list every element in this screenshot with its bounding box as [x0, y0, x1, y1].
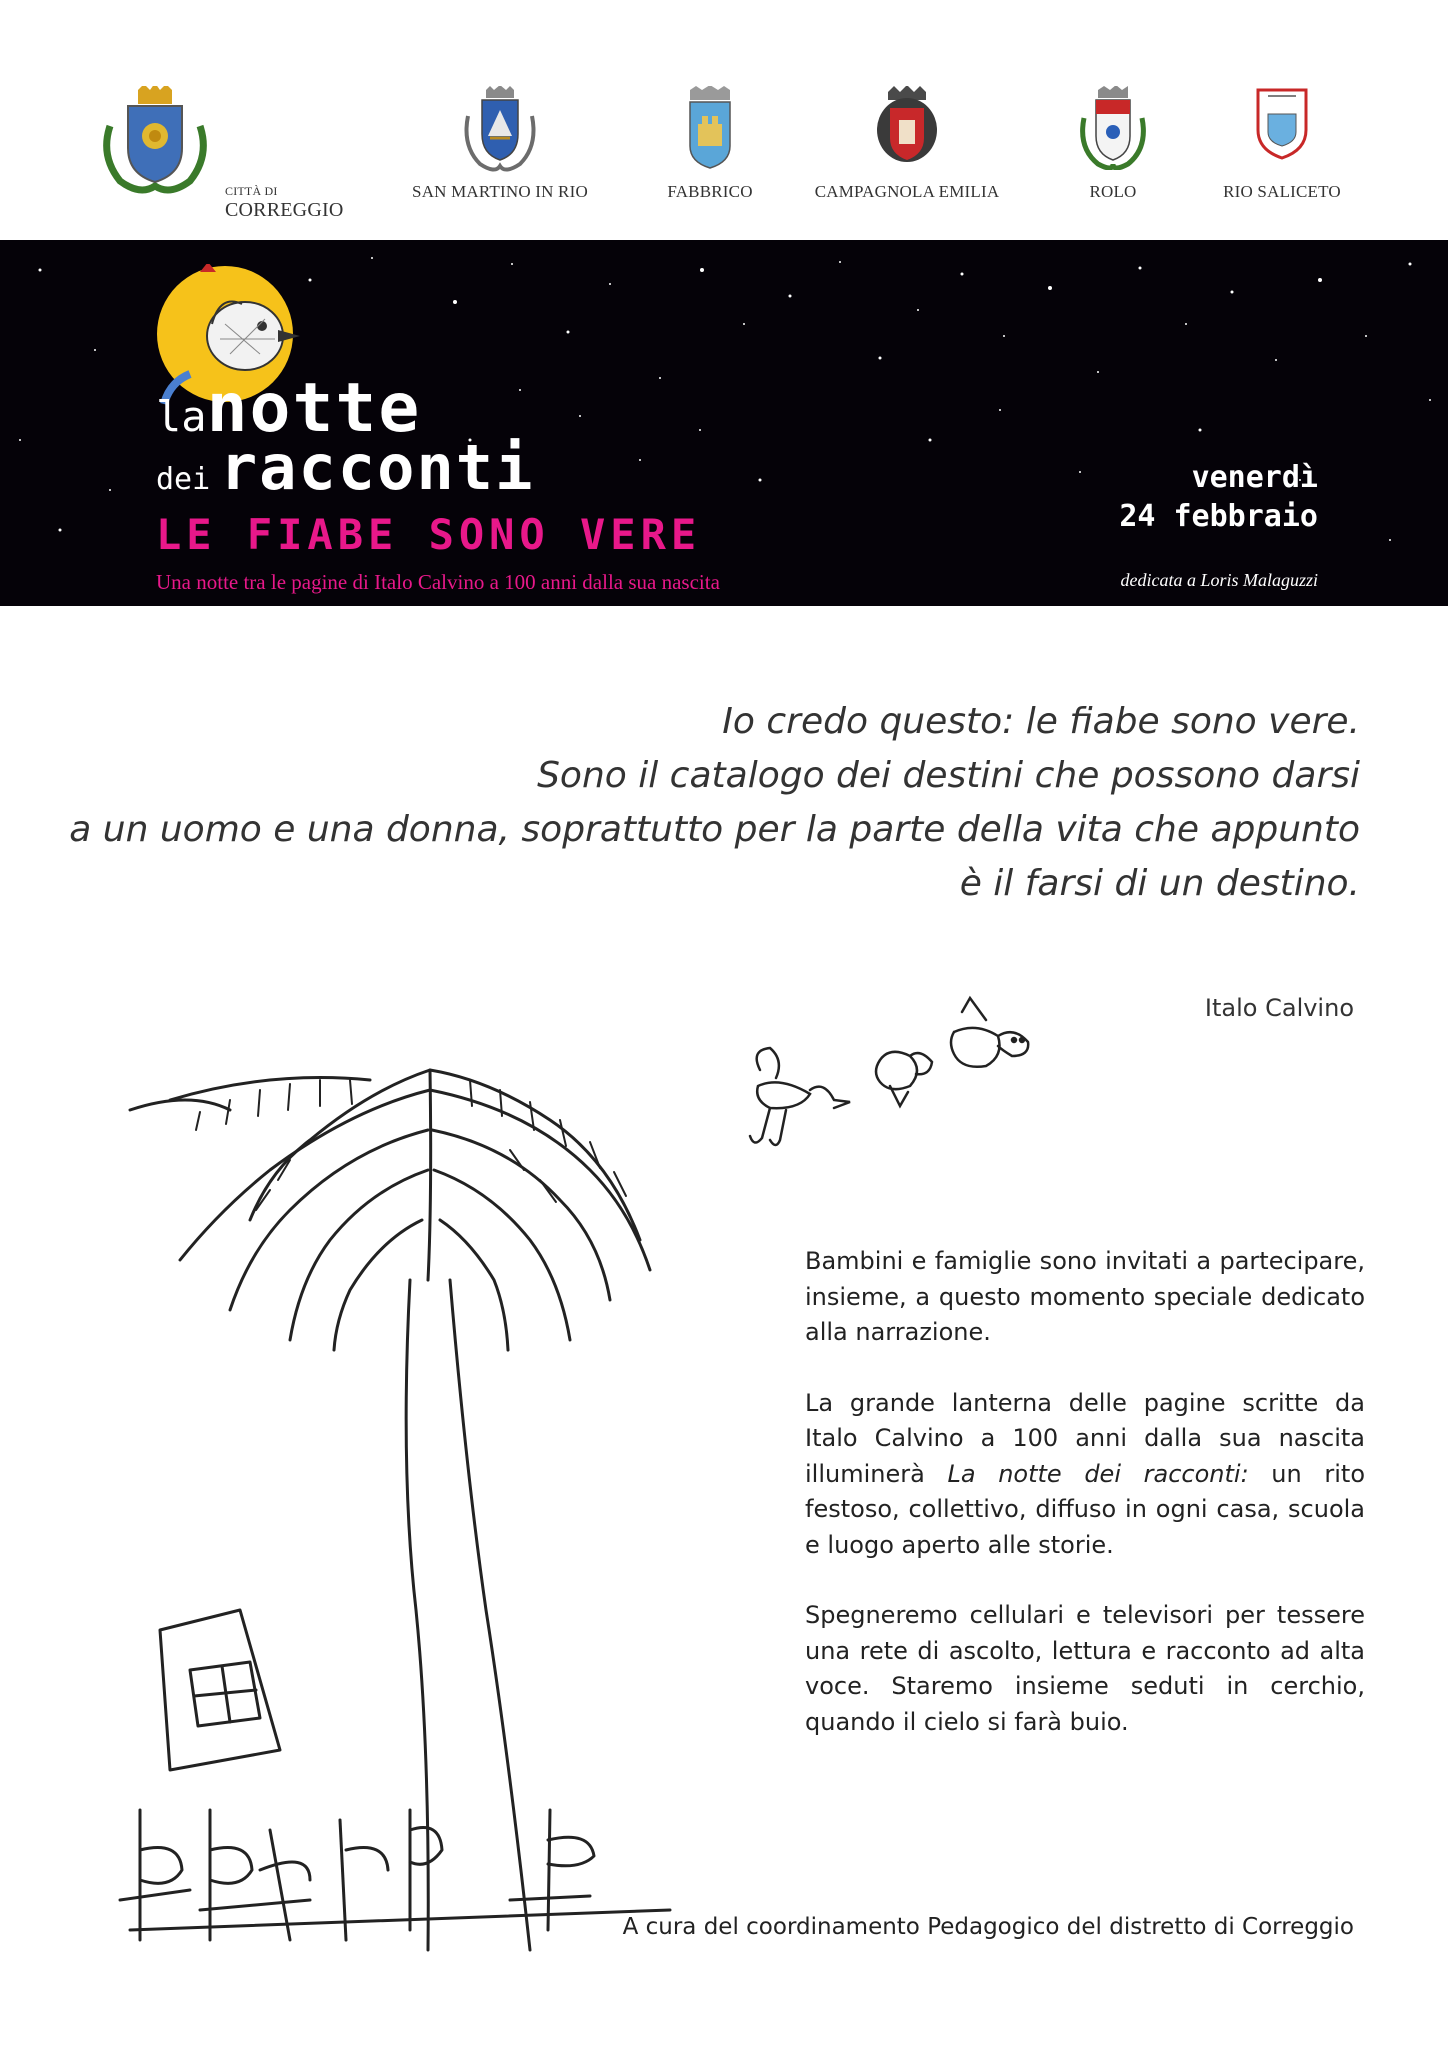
birds-drawing — [740, 990, 1040, 1190]
event-day-date: 24 febbraio — [1119, 499, 1318, 534]
event-tagline: Una notte tra le pagine di Italo Calvino a 100 anni dalla sua nascita — [156, 570, 720, 594]
palm-tree-drawing — [110, 1050, 710, 1960]
quote-author: Italo Calvino — [1204, 994, 1354, 1022]
municipality-label: ROLO — [1089, 182, 1137, 201]
calvino-quote — [60, 695, 1360, 911]
event-subtitle: LE FIABE SONO VERE — [156, 510, 702, 559]
municipality-label: CAMPAGNOLA EMILIA — [814, 182, 1000, 201]
campagnola-crest-icon — [872, 86, 942, 166]
rio-saliceto-crest-icon — [1254, 86, 1310, 162]
event-name-italic: La notte dei racconti: — [947, 1459, 1249, 1488]
municipality-label: SAN MARTINO IN RIO — [412, 182, 588, 201]
municipality-label: RIO SALICETO — [1223, 182, 1341, 201]
description-paragraph: Bambini e famiglie sono invitati a partecipare, insieme, a questo momento speciale dedicato alla narrazione. — [805, 1247, 1365, 1346]
municipality-header — [0, 0, 1448, 240]
fabbrico-crest-icon — [680, 86, 740, 172]
municipality-correggio — [100, 86, 420, 221]
event-banner — [0, 240, 1448, 606]
footer-credit: A cura del coordinamento Pedagogico del distretto di Correggio — [622, 1914, 1354, 1940]
quote-line: a un uomo e una donna, soprattutto per la parte della vita che appunto — [69, 809, 1360, 850]
description-paragraph: Spegneremo cellulari e televisori per tessere una rete di ascolto, lettura e racconto ad alta voce. Staremo insieme seduti in cerchio, quando il cielo si farà buio. — [805, 1601, 1365, 1736]
rolo-crest-icon — [1078, 86, 1148, 170]
event-description — [805, 1244, 1365, 1775]
municipality-rio-saliceto — [1182, 86, 1382, 201]
quote-line: Io credo questo: le fiabe sono vere. — [722, 701, 1360, 742]
municipality-san-martino — [400, 86, 600, 201]
event-dedication: dedicata a Loris Malaguzzi — [1120, 570, 1318, 590]
san-martino-crest-icon — [460, 86, 540, 176]
municipality-label: CITTÀ DI CORREGGIO — [225, 184, 344, 221]
quote-line: Sono il catalogo dei destini che possono darsi — [537, 755, 1360, 796]
event-logo-title: lanotte dei racconti — [156, 369, 535, 504]
description-paragraph: La grande lanterna delle pagine scritte da Italo Calvino a 100 anni dalla sua nascita illuminerà La notte dei racconti: un rito festoso, collettivo, diffuso in ogni casa, scuola e luogo aperto alle storie. — [805, 1388, 1365, 1559]
correggio-crest-icon — [100, 86, 210, 198]
municipality-fabbrico — [610, 86, 810, 201]
municipality-campagnola — [807, 86, 1007, 201]
municipality-label: FABBRICO — [667, 182, 753, 201]
quote-line: è il farsi di un destino. — [959, 863, 1360, 904]
event-day: venerdì — [1191, 460, 1318, 495]
event-date — [1119, 458, 1318, 536]
